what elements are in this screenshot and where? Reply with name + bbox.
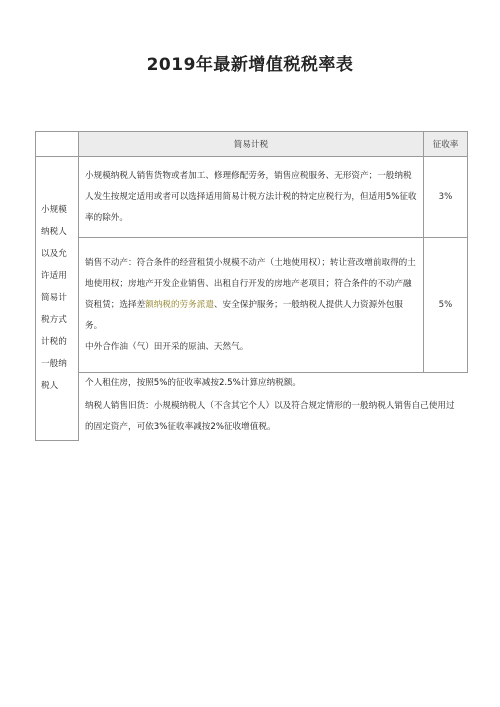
- header-method: 简易计税: [79, 132, 424, 157]
- row2-text-highlight: 额纳税的劳务派遣: [145, 299, 214, 310]
- header-blank-cell: [36, 132, 79, 157]
- header-rate: 征收率: [424, 132, 468, 157]
- page-title: 2019年最新增值税税率表: [146, 55, 354, 75]
- row3-text: [79, 373, 468, 441]
- row1-text: 小规模纳税人销售货物或者加工、修理修配劳务，销售应税服务、无形资产；一般纳税人发生按规定适用或者可以选择适用简易计税方法计税的特定应税行为，但适用5%征收率的除外。: [79, 157, 424, 238]
- row2-rate: 5%: [424, 238, 468, 373]
- tax-rate-table: [35, 131, 468, 441]
- table-row: [36, 157, 468, 238]
- category-label: 小规模纳税人以及允许适用简易计税方式计税的一般纳税人: [36, 157, 79, 441]
- row1-rate: 3%: [424, 157, 468, 238]
- table-header-row: [36, 132, 468, 157]
- row2-text: [79, 238, 424, 373]
- row3-line2: 纳税人销售旧货：小规模纳税人（不含其它个人）以及符合规定情形的一般纳税人销售自己使用过的固定资产，可依3%征收率减按2%征收增值税。: [85, 401, 455, 432]
- row2-text-line2: 中外合作油（气）田开采的原油、天然气。: [85, 341, 249, 352]
- row2-text-part2: 、安全保护服务；一般纳税人提供人力资源外包服务。: [85, 299, 404, 331]
- row3-line1: 个人租住房，按照5%的征收率减按2.5%计算应纳税额。: [85, 378, 301, 388]
- table-row: [36, 238, 468, 373]
- row2-text-part1: 销售不动产：符合条件的经营租赁小规模不动产（土地使用权）；转让营改增前取得的土地使用权；房地产开发企业销售、出租自行开发的房地产老项目；符合条件的不动产融资租赁；选择差: [85, 257, 416, 310]
- table-row: [36, 373, 468, 441]
